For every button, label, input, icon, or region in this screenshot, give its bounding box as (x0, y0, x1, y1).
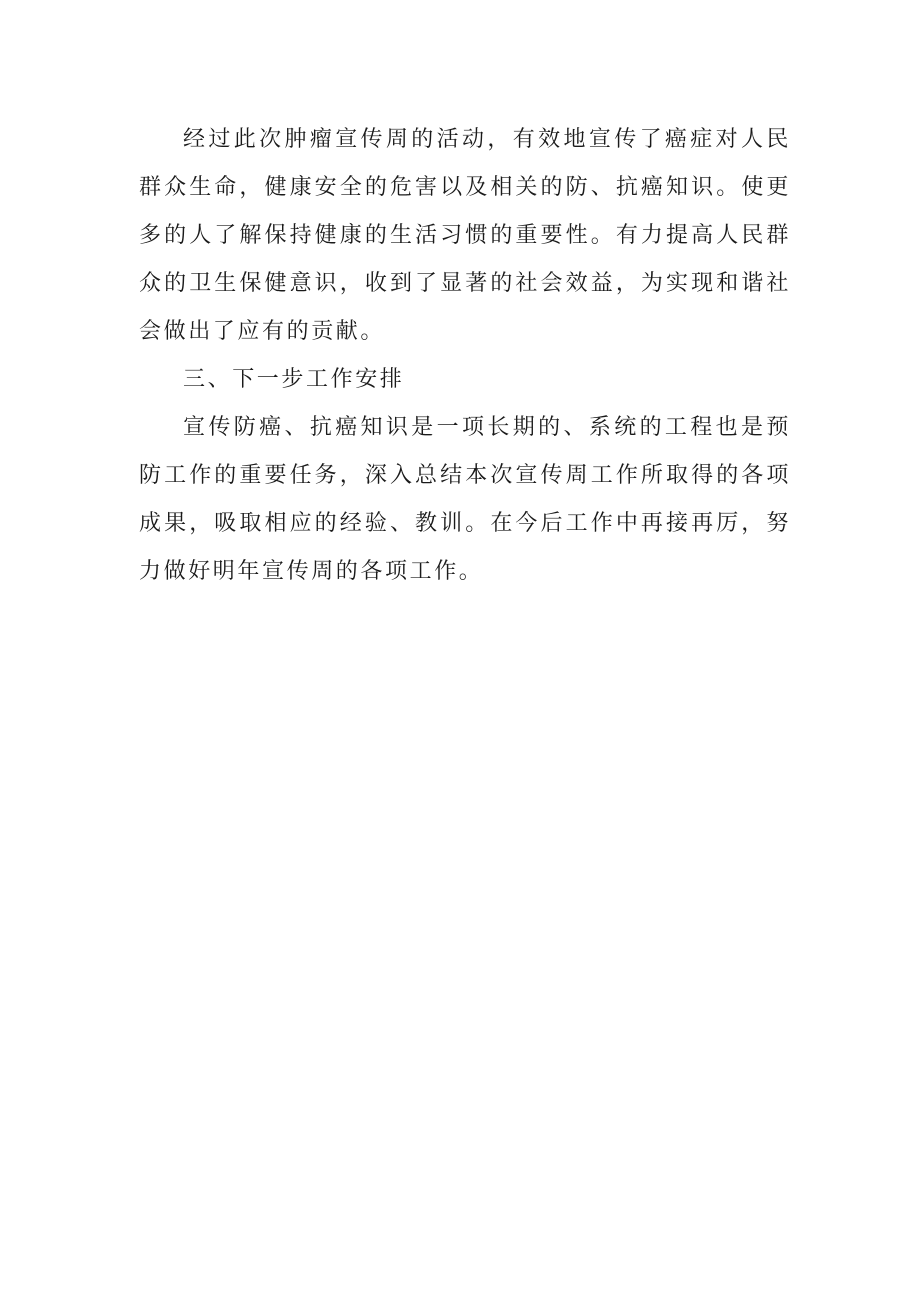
paragraph-next-steps: 宣传防癌、抗癌知识是一项长期的、系统的工程也是预防工作的重要任务，深入总结本次宣传周工作所取得的各项成果，吸取相应的经验、教训。在今后工作中再接再厉，努力做好明年宣传周的各项工作。 (139, 415, 791, 584)
document-body (139, 116, 791, 596)
paragraph-summary: 经过此次肿瘤宣传周的活动，有效地宣传了癌症对人民群众生命，健康安全的危害以及相关的防、抗癌知识。使更多的人了解保持健康的生活习惯的重要性。有力提高人民群众的卫生保健意识，收到了显著的社会效益，为实现和谐社会做出了应有的贡献。 (139, 127, 791, 344)
section-heading: 三、下一步工作安排 (183, 367, 405, 392)
